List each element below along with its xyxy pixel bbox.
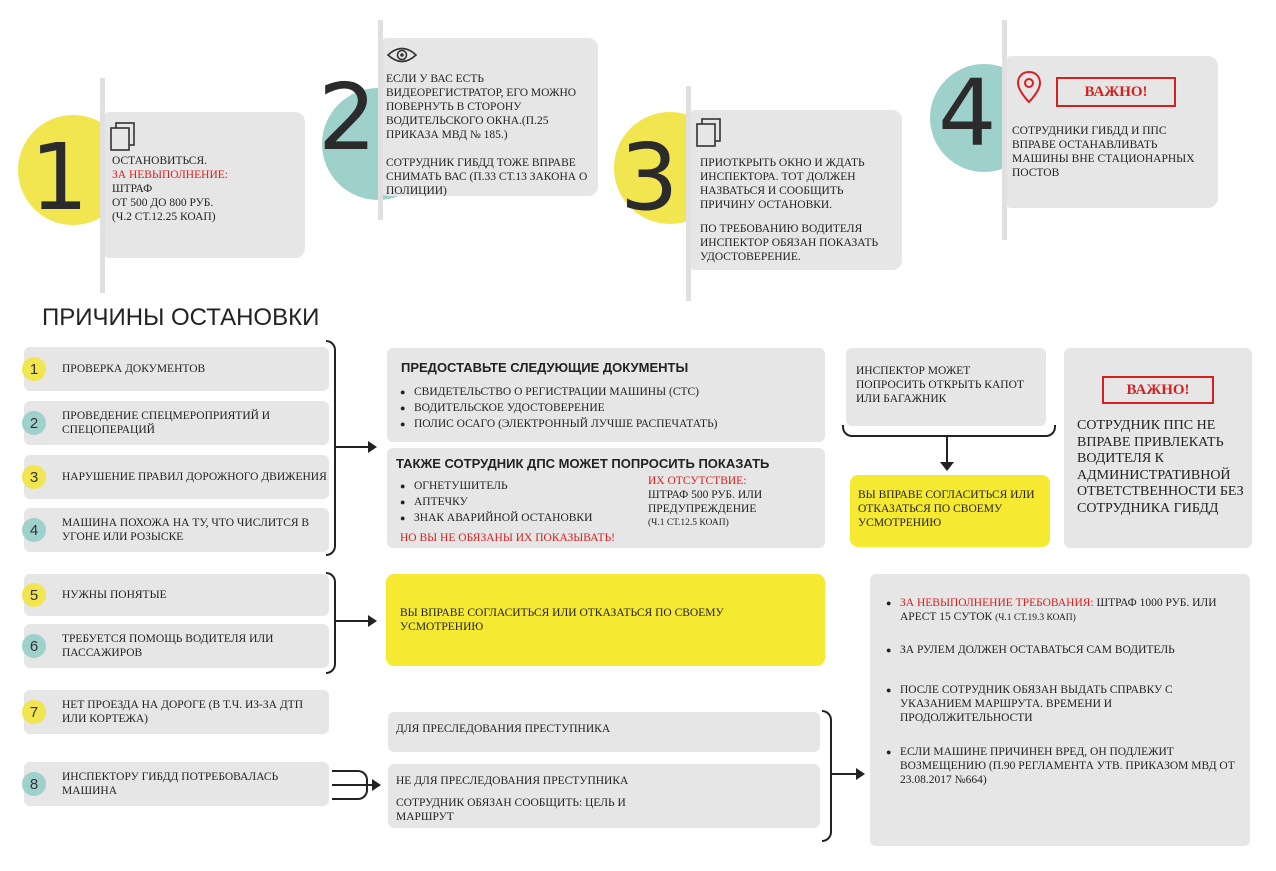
reason-8-badge: 8 bbox=[22, 772, 46, 796]
reason-5-badge: 5 bbox=[22, 583, 46, 607]
car-rule-1: ● ЗА НЕВЫПОЛНЕНИЕ ТРЕБОВАНИЯ: ШТРАФ 1000 РУБ. ИЛИ АРЕСТ 15 СУТОК (Ч.1 СТ.19.3 КОАП) bbox=[886, 596, 1242, 625]
pps-text: СОТРУДНИК ППС НЕ ВПРАВЕ ПРИВЛЕКАТЬ ВОДИТЕЛЯ К АДМИНИСТРАТИВНОЙ ОТВЕТСТВЕННОСТИ БЕЗ СОТРУДНИКА ГИБДД bbox=[1077, 418, 1244, 516]
step-4-number: 4 bbox=[938, 60, 997, 167]
arrow-to-car-rules bbox=[832, 773, 856, 775]
step-4-important-badge: ВАЖНО! bbox=[1056, 77, 1176, 107]
witness-agree-text: ВЫ ВПРАВЕ СОГЛАСИТЬСЯ ИЛИ ОТКАЗАТЬСЯ ПО СВОЕМУ УСМОТРЕНИЮ bbox=[400, 607, 724, 633]
documents-icon bbox=[110, 122, 136, 157]
eye-icon bbox=[386, 46, 418, 69]
hood-text: ИНСПЕКТОР МОЖЕТ ПОПРОСИТЬ ОТКРЫТЬ КАПОТ ИЛИ БАГАЖНИК bbox=[856, 365, 1024, 405]
reason-2-badge: 2 bbox=[22, 411, 46, 435]
also-list: ● ОГНЕТУШИТЕЛЬ ● АПТЕЧКУ ● ЗНАК АВАРИЙНОЙ ОСТАНОВКИ bbox=[400, 478, 630, 526]
reasons-title: ПРИЧИНЫ ОСТАНОВКИ bbox=[42, 304, 320, 331]
absence-text: ИХ ОТСУТСТВИЕ: ШТРАФ 500 РУБ. ИЛИ ПРЕДУПРЕЖДЕНИЕ (Ч.1 СТ.12.5 КОАП) bbox=[648, 475, 763, 528]
step-2-number: 2 bbox=[318, 64, 377, 171]
location-pin-icon bbox=[1016, 70, 1042, 109]
reason-5: НУЖНЫ ПОНЯТЫЕ bbox=[24, 574, 329, 616]
reason-8: ИНСПЕКТОРУ ГИБДД ПОТРЕБОВАЛАСЬ МАШИНА bbox=[24, 762, 329, 806]
reason-6: ТРЕБУЕТСЯ ПОМОЩЬ ВОДИТЕЛЯ ИЛИ ПАССАЖИРОВ bbox=[24, 624, 329, 668]
car-rule-4: ● ЕСЛИ МАШИНЕ ПРИЧИНЕН ВРЕД, ОН ПОДЛЕЖИТ ВОЗМЕЩЕНИЮ (П.90 РЕГЛАМЕНТА УТВ. ПРИКАЗОМ МВД ОТ 23.08.2017 №664) bbox=[886, 745, 1242, 787]
car-rule-2: ● ЗА РУЛЕМ ДОЛЖЕН ОСТАВАТЬСЯ САМ ВОДИТЕЛЬ bbox=[886, 643, 1242, 657]
hood-agree-text: ВЫ ВПРАВЕ СОГЛАСИТЬСЯ ИЛИ ОТКАЗАТЬСЯ ПО СВОЕМУ УСМОТРЕНИЮ bbox=[858, 489, 1035, 529]
brace-reasons-5-6 bbox=[326, 572, 336, 674]
not-required-text: НО ВЫ НЕ ОБЯЗАНЫ ИХ ПОКАЗЫВАТЬ! bbox=[400, 532, 616, 544]
documents-list: ● СВИДЕТЕЛЬСТВО О РЕГИСТРАЦИИ МАШИНЫ (СТС) ● ВОДИТЕЛЬСКОЕ УДОСТОВЕРЕНИЕ ● ПОЛИС ОСАГО (ЭЛЕКТРОННЫЙ ЛУЧШЕ РАСПЕЧАТАТЬ) bbox=[400, 384, 820, 432]
step-2-text: ЕСЛИ У ВАС ЕСТЬ ВИДЕОРЕГИСТРАТОР, ЕГО МОЖНО ПОВЕРНУТЬ В СТОРОНУ ВОДИТЕЛЬСКОГО ОКНА.(П.25 ПРИКАЗА МВД № 185.) СОТРУДНИК ГИБДД ТОЖЕ ВПРАВЕ СНИМАТЬ ВАС (П.33 СТ.13 ЗАКОНА О ПОЛИЦИИ) bbox=[386, 73, 588, 197]
car-rule-3: ● ПОСЛЕ СОТРУДНИК ОБЯЗАН ВЫДАТЬ СПРАВКУ С УКАЗАНИЕМ МАРШРУТА. ВРЕМЕНИ И ПРОДОЛЖИТЕЛЬНОСТИ bbox=[886, 683, 1242, 725]
reason-4: МАШИНА ПОХОЖА НА ТУ, ЧТО ЧИСЛИТСЯ В УГОНЕ ИЛИ РОЗЫСКЕ bbox=[24, 508, 329, 552]
documents-title: ПРЕДОСТАВЬТЕ СЛЕДУЮЩИЕ ДОКУМЕНТЫ bbox=[401, 360, 689, 375]
reason-4-badge: 4 bbox=[22, 518, 46, 542]
arrow-to-witness bbox=[336, 620, 368, 622]
reason-1: ПРОВЕРКА ДОКУМЕНТОВ bbox=[24, 347, 329, 391]
reason-1-badge: 1 bbox=[22, 357, 46, 381]
step-3-text: ПРИОТКРЫТЬ ОКНО И ЖДАТЬ ИНСПЕКТОРА. ТОТ ДОЛЖЕН НАЗВАТЬСЯ И СООБЩИТЬ ПРИЧИНУ ОСТАНОВКИ. ПО ТРЕБОВАНИЮ ВОДИТЕЛЯ ИНСПЕКТОР ОБЯЗАН ПОКАЗАТЬ УДОСТОВЕРЕНИЕ. bbox=[700, 157, 879, 263]
reason-2: ПРОВЕДЕНИЕ СПЕЦМЕРОПРИЯТИЙ И СПЕЦОПЕРАЦИЙ bbox=[24, 401, 329, 445]
step-4-text: СОТРУДНИКИ ГИБДД И ППС ВПРАВЕ ОСТАНАВЛИВАТЬ МАШИНЫ ВНЕ СТАЦИОНАРНЫХ ПОСТОВ bbox=[1012, 125, 1195, 179]
nonpursuit-text: СОТРУДНИК ОБЯЗАН СООБЩИТЬ: ЦЕЛЬ И МАРШРУТ bbox=[396, 797, 626, 823]
reason-7-badge: 7 bbox=[22, 700, 46, 724]
step-1-number: 1 bbox=[30, 124, 89, 231]
step-3-number: 3 bbox=[620, 124, 679, 231]
reason-6-badge: 6 bbox=[22, 634, 46, 658]
also-title: ТАКЖЕ СОТРУДНИК ДПС МОЖЕТ ПОПРОСИТЬ ПОКАЗАТЬ bbox=[396, 456, 770, 471]
reason-3: НАРУШЕНИЕ ПРАВИЛ ДОРОЖНОГО ДВИЖЕНИЯ bbox=[24, 455, 329, 499]
nonpursuit-title: НЕ ДЛЯ ПРЕСЛЕДОВАНИЯ ПРЕСТУПНИКА bbox=[396, 775, 629, 787]
documents-icon bbox=[696, 118, 722, 153]
step-1-text: ОСТАНОВИТЬСЯ. ЗА НЕВЫПОЛНЕНИЕ: ШТРАФ ОТ 500 ДО 800 РУБ. (Ч.2 СТ.12.25 КОАП) bbox=[112, 155, 228, 223]
brace-reasons-1-4 bbox=[326, 340, 336, 556]
reason-3-badge: 3 bbox=[22, 465, 46, 489]
brace-pursuit bbox=[822, 710, 832, 842]
pps-important-badge: ВАЖНО! bbox=[1102, 376, 1214, 404]
reason-7: НЕТ ПРОЕЗДА НА ДОРОГЕ (В Т.Ч. ИЗ-ЗА ДТП ИЛИ КОРТЕЖА) bbox=[24, 690, 329, 734]
arrow-to-docs bbox=[336, 446, 368, 448]
car-rules-list bbox=[886, 596, 1242, 787]
pursuit-text: ДЛЯ ПРЕСЛЕДОВАНИЯ ПРЕСТУПНИКА bbox=[396, 723, 611, 735]
